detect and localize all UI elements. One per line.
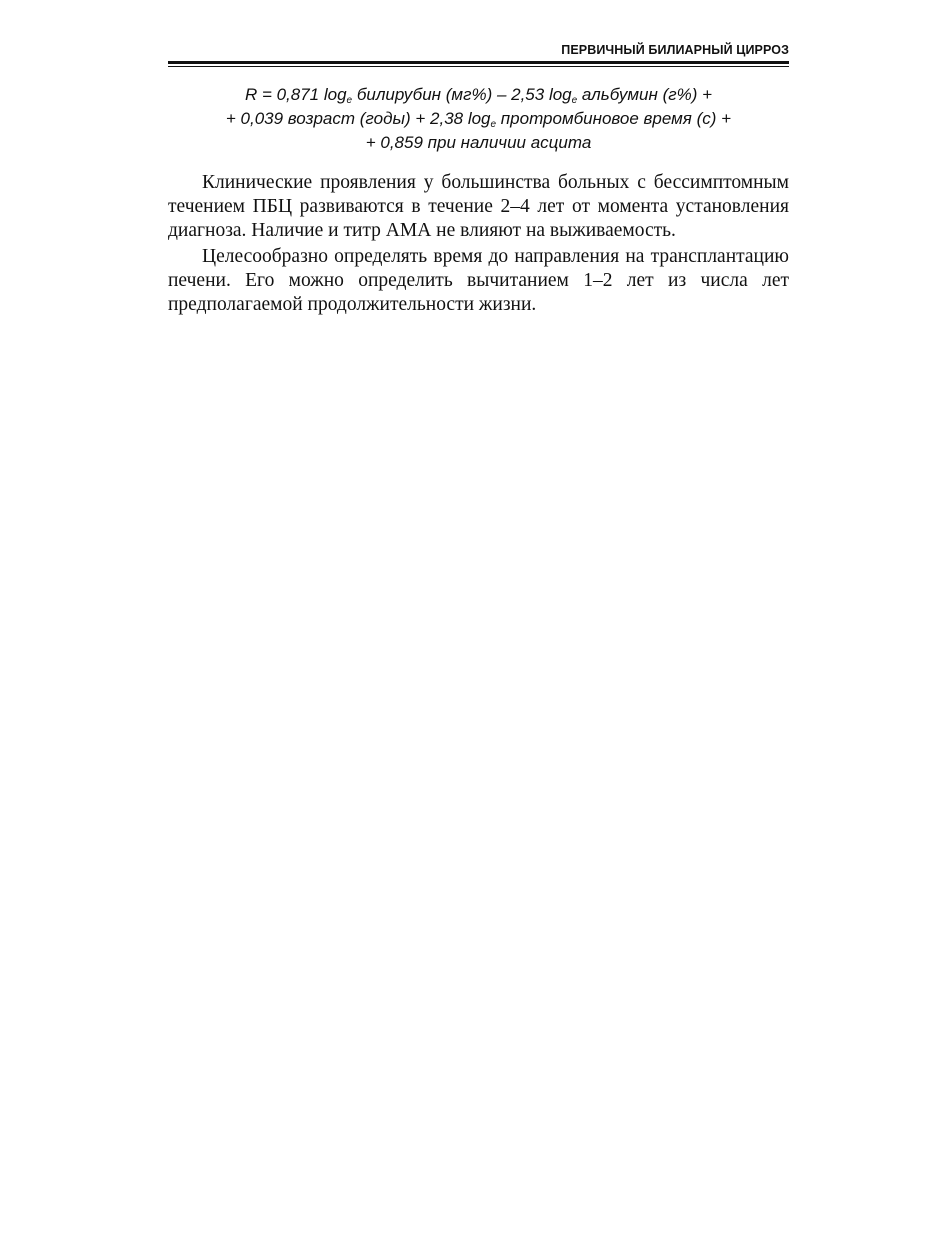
- formula-text: протромбиновое время (с) +: [496, 109, 732, 128]
- formula-text: альбумин (г%) +: [577, 85, 713, 104]
- formula-text: + 0,039 возраст (годы) + 2,38 log: [225, 109, 491, 128]
- body-text: [168, 171, 789, 317]
- formula-text: R = 0,871 log: [244, 85, 347, 104]
- log-base-subscript: e: [571, 95, 578, 106]
- formula-line-3: + 0,859 при наличии асцита: [365, 133, 592, 152]
- book-page: [168, 36, 789, 317]
- formula-line-2: [168, 107, 789, 131]
- paragraph: Клинические проявления у большинства больных с бессимптомным течением ПБЦ развиваются в течение 2–4 лет от момента установления диагноза. Наличие и титр АМА не влияют на выживаемость.: [168, 172, 789, 241]
- formula-text: билирубин (мг%) – 2,53 log: [352, 85, 572, 104]
- log-base-subscript: e: [490, 119, 497, 130]
- header-rule-thick: [168, 61, 789, 64]
- paragraph: Целесообразно определять время до направления на трансплантацию печени. Его можно определить вычитанием 1–2 лет из числа лет предполагаемой продолжительности жизни.: [168, 246, 789, 315]
- running-header: ПЕРВИЧНЫЙ БИЛИАРНЫЙ ЦИРРОЗ: [561, 43, 789, 57]
- formula-line-1: [168, 83, 789, 107]
- survival-formula: [168, 83, 789, 155]
- log-base-subscript: e: [346, 95, 353, 106]
- header-rule-thin: [168, 66, 789, 67]
